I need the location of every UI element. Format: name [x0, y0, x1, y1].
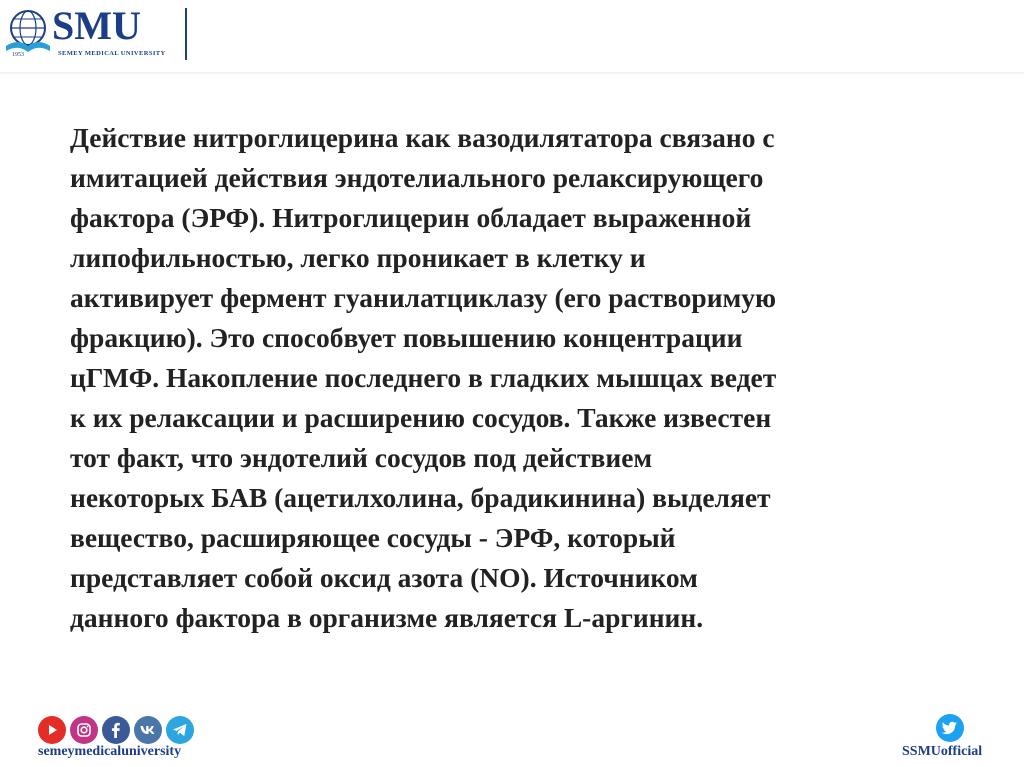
text-line: представляет собой оксид азота (NO). Источником	[70, 562, 698, 593]
text-line: цГМФ. Накопление последнего в гладких мышцах ведет	[70, 362, 777, 393]
youtube-icon[interactable]	[38, 716, 66, 744]
text-line: к их релаксации и расширению сосудов. Также известен	[70, 402, 772, 433]
instagram-icon[interactable]	[70, 716, 98, 744]
twitter-link	[890, 714, 1000, 764]
text-line: липофильностью, легко проникает в клетку и	[70, 242, 646, 273]
text-line: вещество, расширяющее сосуды - ЭРФ, который	[70, 522, 676, 553]
header-rule	[0, 72, 1024, 74]
logo-year: 1953	[12, 52, 24, 58]
telegram-icon[interactable]	[166, 716, 194, 744]
social-icons-row	[38, 716, 194, 746]
text-line: данного фактора в организме является L-аргинин.	[70, 602, 704, 633]
text-line: фактора (ЭРФ). Нитроглицерин обладает выраженной	[70, 202, 752, 233]
facebook-icon[interactable]	[102, 716, 130, 744]
twitter-icon[interactable]	[936, 714, 964, 742]
social-handle-right[interactable]: SSMUofficial	[902, 744, 983, 759]
text-line: некоторых БАВ (ацетилхолина, брадикинина) выделяет	[70, 482, 771, 513]
social-handle-left[interactable]: semeymedicaluniversity	[38, 744, 182, 759]
logo-text: SMU	[52, 3, 141, 48]
logo-subtitle: SEMEY MEDICAL UNIVERSITY	[58, 50, 166, 57]
university-logo	[4, 4, 204, 66]
text-line: активирует фермент гуанилатциклазу (его растворимую	[70, 282, 777, 313]
vk-icon[interactable]	[134, 716, 162, 744]
slide-header	[0, 0, 1024, 72]
text-line: фракцию). Это способвует повышению концентрации	[70, 322, 743, 353]
social-links	[38, 716, 218, 766]
text-line: тот факт, что эндотелий сосудов под действием	[70, 442, 653, 473]
globe-book-icon	[4, 8, 58, 58]
body-paragraph	[70, 118, 970, 638]
text-line: Действие нитроглицерина как вазодилятатора связано с	[70, 122, 775, 153]
text-line: имитацией действия эндотелиального релаксирующего	[70, 162, 764, 193]
header-divider	[185, 8, 187, 60]
